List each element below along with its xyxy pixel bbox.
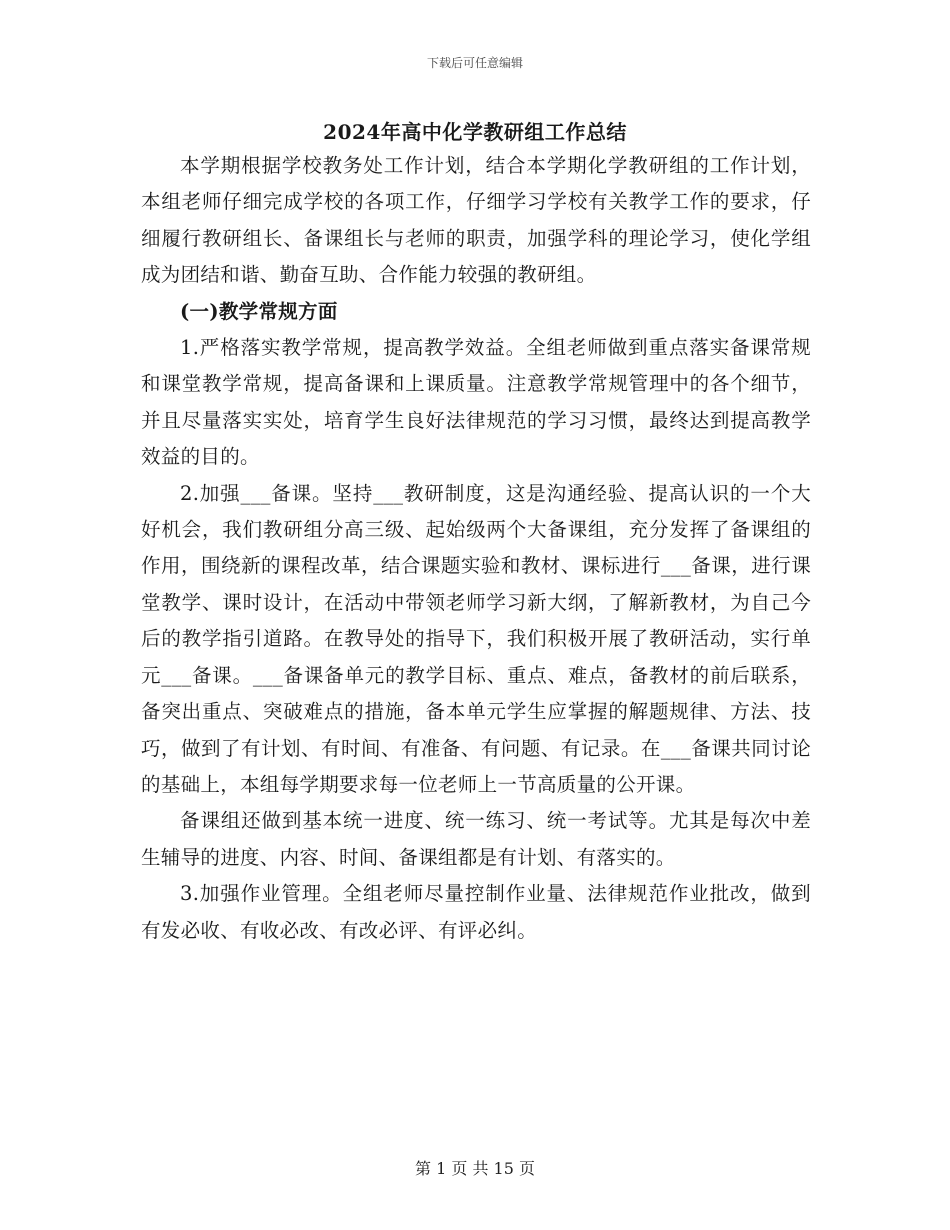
intro-paragraph: 本学期根据学校教务处工作计划，结合本学期化学教研组的工作计划，本组老师仔细完成学校的各项工作，仔细学习学校有关教学工作的要求，仔细履行教研组长、备课组长与老师的职责，加强学科的理论学习，使化学组成为团结和谐、勤奋互助、合作能力较强的教研组。 <box>141 154 811 287</box>
paragraph-1: 1.严格落实教学常规，提高教学效益。全组老师做到重点落实备课常规和课堂教学常规，提高备课和上课质量。注意教学常规管理中的各个细节，并且尽量落实实处，培育学生良好法律规范的学习习惯，最终达到提高教学效益的目的。 <box>141 336 811 469</box>
paragraph-2: 2.加强___备课。坚持___教研制度，这是沟通经验、提高认识的一个大好机会，我们教研组分高三级、起始级两个大备课组，充分发挥了备课组的作用，围绕新的课程改革，结合课题实验和教材、课标进行___备课，进行课堂教学、课时设计，在活动中带领老师学习新大纲，了解新教材，为自己今后的教学指引道路。在教导处的指导下，我们积极开展了教研活动，实行单元___备课。___备课备单元的教学目标、重点、难点，备教材的前后联系，备突出重点、突破难点的措施，备本单元学生应掌握的解题规律、方法、技巧，做到了有计划、有时间、有准备、有问题、有记录。在___备课共同讨论的基础上，本组每学期要求每一位老师上一节高质量的公开课。 <box>141 481 811 796</box>
paragraph-3: 3.加强作业管理。全组老师尽量控制作业量、法律规范作业批改，做到有发必收、有收必改、有改必评、有评必纠。 <box>141 882 811 942</box>
paragraph-prep-group: 备课组还做到基本统一进度、统一练习、统一考试等。尤其是每次中差生辅导的进度、内容、时间、备课组都是有计划、有落实的。 <box>141 809 811 869</box>
page-number-footer: 第 1 页 共 15 页 <box>415 1159 535 1178</box>
header-note: 下载后可任意编辑 <box>426 56 523 70</box>
document-body <box>141 148 811 949</box>
section-heading: (一)教学常规方面 <box>180 299 338 323</box>
document-title: 2024年高中化学教研组工作总结 <box>323 120 627 144</box>
